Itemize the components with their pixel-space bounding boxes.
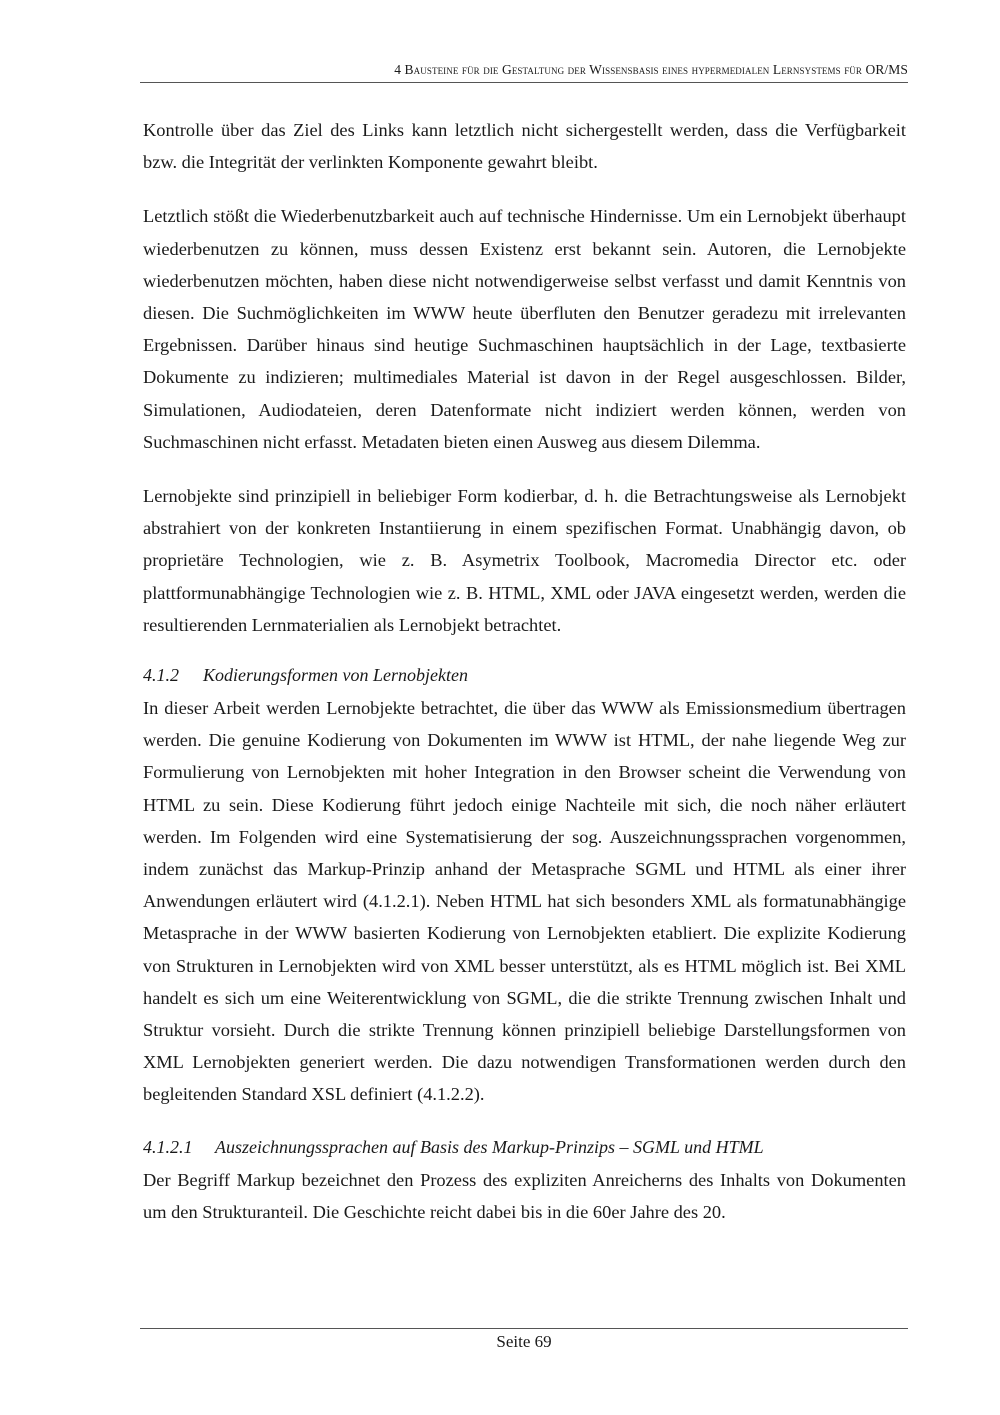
paragraph-5: Der Begriff Markup bezeichnet den Prozess des expliziten Anreicherns des Inhalts von Dokumenten um den Strukturanteil. Die Geschichte reicht dabei bis in die 60er Jahre des 20.	[143, 1169, 906, 1222]
section-heading-4-1-2	[143, 661, 906, 689]
paragraph-3: Lernobjekte sind prinzipiell in beliebiger Form kodierbar, d. h. die Betrachtungsweise als Lernobjekt abstrahiert von der konkreten Instantiierung in einem spezifischen Format. Unabhängig davon, ob proprietäre Technologien, wie z. B. Asymetrix Toolbook, Macromedia Director etc. oder plattformunabhängige Technologien wie z. B. HTML, XML oder JAVA eingesetzt werden, werden die resultierenden Lernmaterialien als Lernobjekt betrachtet.	[143, 486, 906, 635]
section-number: 4.1.2	[143, 665, 179, 686]
section-heading-4-1-2-1	[143, 1133, 906, 1161]
section-number: 4.1.2.1	[143, 1136, 193, 1157]
page-body	[143, 114, 906, 1250]
paragraph-4: In dieser Arbeit werden Lernobjekte betrachtet, die über das WWW als Emissionsmedium übertragen werden. Die genuine Kodierung von Dokumenten im WWW ist HTML, der nahe liegende Weg zur Formulierung von Lernobjekten mit hoher Integration in den Browser scheint die Verwendung von HTML zu sein. Diese Kodierung führt jedoch einige Nachteile mit sich, die noch näher erläutert werden. Im Folgenden wird eine Systematisierung der sog. Auszeichnungssprachen vorgenommen, indem zunächst das Markup-Prinzip anhand der Metasprache SGML und HTML als einer ihrer Anwendungen erläutert wird (4.1.2.1). Neben HTML hat sich besonders XML als formatunabhängige Metasprache in der WWW basierten Kodierung von Lernobjekten etabliert. Die explizite Kodierung von Strukturen in Lernobjekten wird von XML besser unterstützt, als es HTML möglich ist. Bei XML handelt es sich um eine Weiterentwicklung von SGML, die die strikte Trennung zwischen Inhalt und Struktur vorsieht. Durch die strikte Trennung können prinzipiell beliebige Darstellungsformen von XML Lernobjekten generiert werden. Die dazu notwendigen Transformationen werden durch den begleitenden Standard XSL definiert (4.1.2.2).	[143, 698, 906, 1105]
paragraph-2: Letztlich stößt die Wiederbenutzbarkeit auch auf technische Hindernisse. Um ein Lernobjekt überhaupt wiederbenutzen zu können, muss dessen Existenz erst bekannt sein. Autoren, die Lernobjekte wiederbenutzen möchten, haben diese nicht notwendigerweise selbst verfasst und damit Kenntnis von diesen. Die Suchmöglichkeiten im WWW heute überfluten den Benutzer geradezu mit irrelevanten Ergebnissen. Darüber hinaus sind heutige Suchmaschinen hauptsächlich in der Lage, textbasierte Dokumente zu indizieren; multimediales Material ist davon in der Regel ausgeschlossen. Bilder, Simulationen, Audiodateien, deren Datenformate nicht indiziert werden können, werden von Suchmaschinen nicht erfasst. Metadaten bieten einen Ausweg aus diesem Dilemma.	[143, 206, 906, 452]
section-title: Kodierungsformen von Lernobjekten	[203, 665, 468, 686]
section-title: Auszeichnungssprachen auf Basis des Markup-Prinzips – SGML und HTML	[215, 1136, 764, 1157]
paragraph-1: Kontrolle über das Ziel des Links kann letztlich nicht sichergestellt werden, dass die Verfügbarkeit bzw. die Integrität der verlinkten Komponente gewahrt bleibt.	[143, 120, 906, 173]
running-header: 4 Bausteine für die Gestaltung der Wissensbasis eines hypermedialen Lernsystems für OR/MS	[394, 62, 908, 77]
footer-divider	[140, 1328, 908, 1329]
page-number: Seite 69	[496, 1332, 552, 1351]
header-divider	[140, 82, 908, 83]
